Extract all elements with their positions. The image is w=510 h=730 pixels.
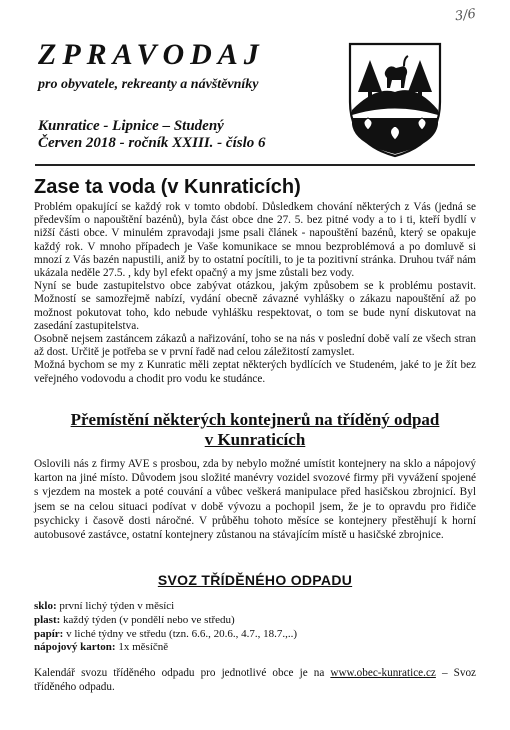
article-title-water: Zase ta voda (v Kunraticích) [34,176,301,198]
note-text: – Svoz tříděného odpadu. [34,667,476,693]
paragraph: Problém opakující se každý rok v tomto období. Důsledkem chování některých z Vás (jedná se především o napouštění bazénů), byla část obce dne 27. 5. bez pitné vody a to i ti, kteří bydlí v nižší části obce. V minulém zpravodaji jsme psali článek - napouštění bazénů, který se opakuje každý rok. V mnoho případech je Vaše komunikace se mnou bezproblémová a po domluvě si mnozí z Vás bazén napustili, aniž by to ostatní pocítili, to je ta pozitivní stránka. Druhou tvář nám ukázala neděle 27.5. , kdy byl efekt opačný a my jsme zůstali bez vody. [34,201,476,280]
waste-note [34,666,476,694]
schedule-row [34,600,297,614]
note-text: Kalendář svozu tříděného odpadu pro jednotlivé obce je na [34,667,331,679]
paragraph: Osobně nejsem zastáncem zákazů a nařizování, toho se na nás v poslední době valí ze všech stran až dost. Určitě je potřeba se v první řadě nad celou záležitostí zamyslet. [34,333,476,359]
coat-of-arms-icon [346,40,444,158]
schedule-text: v liché týdny ve středu (tzn. 6.6., 20.6., 4.7., 18.7.,..) [63,627,298,640]
schedule-text: první lichý týden v měsíci [56,600,175,612]
article-body-water [34,201,476,386]
schedule-row [34,628,297,642]
paragraph [34,666,476,694]
schedule-label: nápojový karton: [34,641,116,654]
newsletter-issue: Červen 2018 - ročník XXIII. - číslo 6 [38,135,266,151]
handwritten-note: 3/6 [454,6,477,25]
waste-schedule [34,600,297,655]
website-link[interactable]: www.obec-kunratice.cz [330,667,436,679]
schedule-label: plast: [34,613,61,626]
paragraph: Možná bychom se my z Kunratic měli zeptat některých bydlících ve Studeném, jaké to je žít bez veřejného vodovodu a chodit pro vodu ke studánce. [34,359,476,385]
title-line: v Kunraticích [204,430,306,449]
schedule-text: každý týden (v pondělí nebo ve středu) [60,613,235,626]
title-line: Přemístění některých kontejnerů na tříděný odpad [70,410,440,429]
newsletter-subtitle: pro obyvatele, rekreanty a návštěvníky [38,77,259,92]
article-title-containers [34,410,476,450]
schedule-label: papír: [34,627,64,640]
newsletter-title: ZPRAVODAJ [38,38,265,71]
schedule-row [34,641,297,655]
paragraph: Oslovili nás z firmy AVE s prosbou, zda by nebylo možné umístit kontejnery na sklo a nápojový karton na jiné místo. Důvodem jsou složité manévry vozidel svozové firmy při vyvážení spojené s vjezdem na mostek a poté couvání a vůbec veškerá manipulace před hasičskou zbrojnicí. Byl jsem se na celou situaci podívat v době vývozu a pochopil jsem, že je to opravdu pro řidiče psychicky i časově dosti náročné. V průběhu tohoto měsíce se kontejnery přestěhují k horní autobusové zastávce, ostatní kontejnery zůstanou na stávajícím místě u hasičské zbrojnice. [34,458,476,542]
schedule-label: sklo: [34,600,57,612]
masthead-divider [35,164,475,166]
schedule-text: 1x měsíčně [115,641,169,654]
newsletter-locations: Kunratice - Lipnice – Studený [38,118,224,134]
article-title-waste: SVOZ TŘÍDĚNÉHO ODPADU [157,572,353,588]
article-body-containers [34,457,476,542]
schedule-row [34,614,297,628]
paragraph: Nyní se bude zastupitelstvo obce zabývat otázkou, jakým způsobem se k problému postavit. Možností se samozřejmě nabízí, vydání obecně závazné vyhlášky o zákazu napouštění až po možnost pokutovat toho, kdo nebude vyhlášku respektovat, o tom se bude nyní diskutovat na zasedání zastupitelstva. [34,280,476,332]
